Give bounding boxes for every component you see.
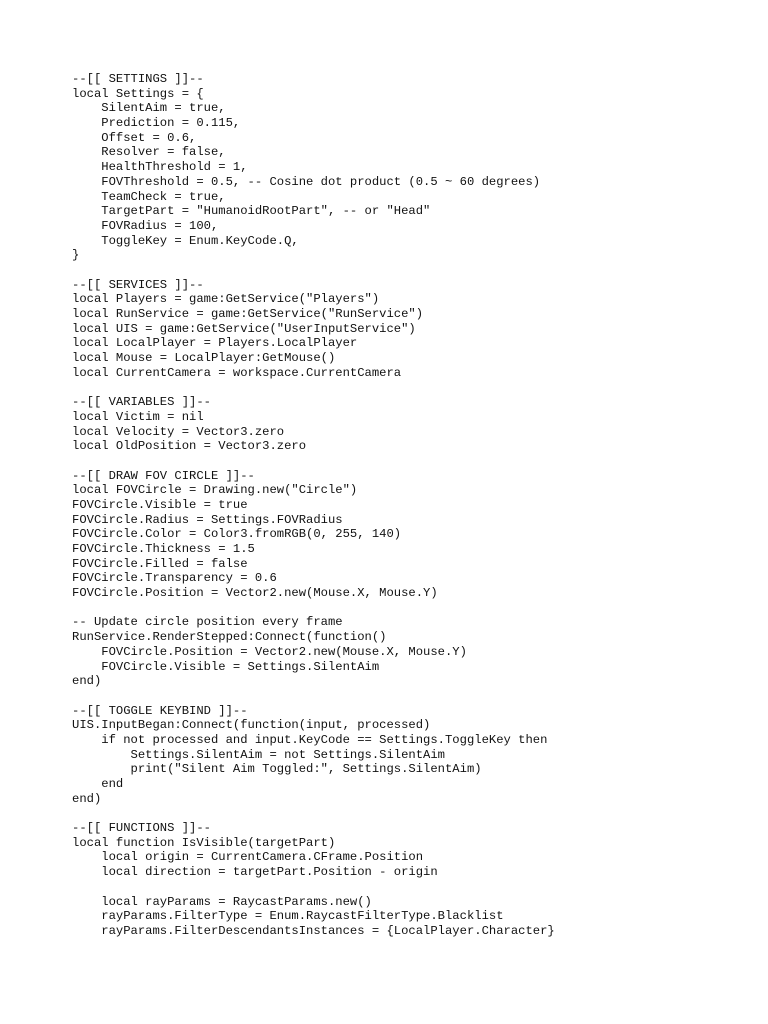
code-line <box>72 454 555 469</box>
code-line: --[[ SETTINGS ]]-- <box>72 72 204 86</box>
code-line: local Mouse = LocalPlayer:GetMouse() <box>72 351 336 366</box>
code-line: FOVCircle.Color = Color3.fromRGB(0, 255, 140) <box>72 527 402 542</box>
code-line: local LocalPlayer = Players.LocalPlayer <box>72 336 358 351</box>
code-line: FOVCircle.Position = Vector2.new(Mouse.X, Mouse.Y) <box>72 644 467 659</box>
code-line: rayParams.FilterType = Enum.RaycastFilterType.Blacklist <box>72 909 504 924</box>
code-line: FOVCircle.Visible = Settings.SilentAim <box>72 659 380 674</box>
code-line <box>72 689 555 704</box>
code-line: Offset = 0.6, <box>72 130 197 145</box>
code-line: local rayParams = RaycastParams.new() <box>72 894 372 909</box>
code-line: FOVRadius = 100, <box>72 218 219 233</box>
code-line: --[[ FUNCTIONS ]]-- <box>72 821 211 836</box>
code-line: local RunService = game:GetService("RunService") <box>72 307 424 321</box>
code-line: HealthThreshold = 1, <box>72 160 248 175</box>
code-line: Resolver = false, <box>72 145 226 160</box>
code-line: --[[ DRAW FOV CIRCLE ]]-- <box>72 468 255 483</box>
code-line: local function IsVisible(targetPart) <box>72 835 336 850</box>
code-line: if not processed and input.KeyCode == Settings.ToggleKey then <box>72 732 548 747</box>
code-line: UIS.InputBegan:Connect(function(input, processed) <box>72 718 431 733</box>
code-line: end) <box>72 674 102 689</box>
code-line: FOVThreshold = 0.5, -- Cosine dot product (0.5 ~ 60 degrees) <box>72 174 541 189</box>
code-line: TeamCheck = true, <box>72 189 226 204</box>
code-line: end) <box>72 791 102 806</box>
code-line: --[[ TOGGLE KEYBIND ]]-- <box>72 703 248 718</box>
code-line: end <box>72 777 124 791</box>
code-line: rayParams.FilterDescendantsInstances = {LocalPlayer.Character} <box>72 923 555 938</box>
code-line: local FOVCircle = Drawing.new("Circle") <box>72 483 358 498</box>
code-line: FOVCircle.Visible = true <box>72 497 248 512</box>
code-line: local origin = CurrentCamera.CFrame.Position <box>72 850 424 865</box>
code-block <box>72 72 555 939</box>
code-line: local Players = game:GetService("Players") <box>72 292 380 307</box>
code-line: --[[ SERVICES ]]-- <box>72 277 204 292</box>
code-line: SilentAim = true, <box>72 101 226 116</box>
code-line <box>72 880 555 895</box>
code-line: local Settings = { <box>72 86 204 101</box>
code-line: Prediction = 0.115, <box>72 116 241 131</box>
code-line: print("Silent Aim Toggled:", Settings.SilentAim) <box>72 762 482 777</box>
code-line: local direction = targetPart.Position - origin <box>72 865 438 880</box>
code-line: FOVCircle.Radius = Settings.FOVRadius <box>72 512 343 527</box>
code-line: FOVCircle.Position = Vector2.new(Mouse.X, Mouse.Y) <box>72 586 438 601</box>
code-line: FOVCircle.Filled = false <box>72 556 248 571</box>
code-line: } <box>72 248 80 263</box>
code-line <box>72 601 555 616</box>
code-line: Settings.SilentAim = not Settings.SilentAim <box>72 747 445 762</box>
code-line: ToggleKey = Enum.KeyCode.Q, <box>72 233 299 248</box>
code-line: FOVCircle.Thickness = 1.5 <box>72 542 255 556</box>
code-line: local Velocity = Vector3.zero <box>72 424 285 439</box>
code-line: local Victim = nil <box>72 409 204 424</box>
code-line: -- Update circle position every frame <box>72 615 343 630</box>
code-line <box>72 806 555 821</box>
code-line: local UIS = game:GetService("UserInputService") <box>72 321 416 336</box>
code-line: --[[ VARIABLES ]]-- <box>72 395 211 410</box>
code-line: RunService.RenderStepped:Connect(function() <box>72 630 387 645</box>
code-line: TargetPart = "HumanoidRootPart", -- or "Head" <box>72 204 431 219</box>
code-line: FOVCircle.Transparency = 0.6 <box>72 571 277 586</box>
code-line <box>72 380 555 395</box>
code-line: local CurrentCamera = workspace.CurrentCamera <box>72 365 402 380</box>
code-line: local OldPosition = Vector3.zero <box>72 439 307 454</box>
code-line <box>72 263 555 278</box>
